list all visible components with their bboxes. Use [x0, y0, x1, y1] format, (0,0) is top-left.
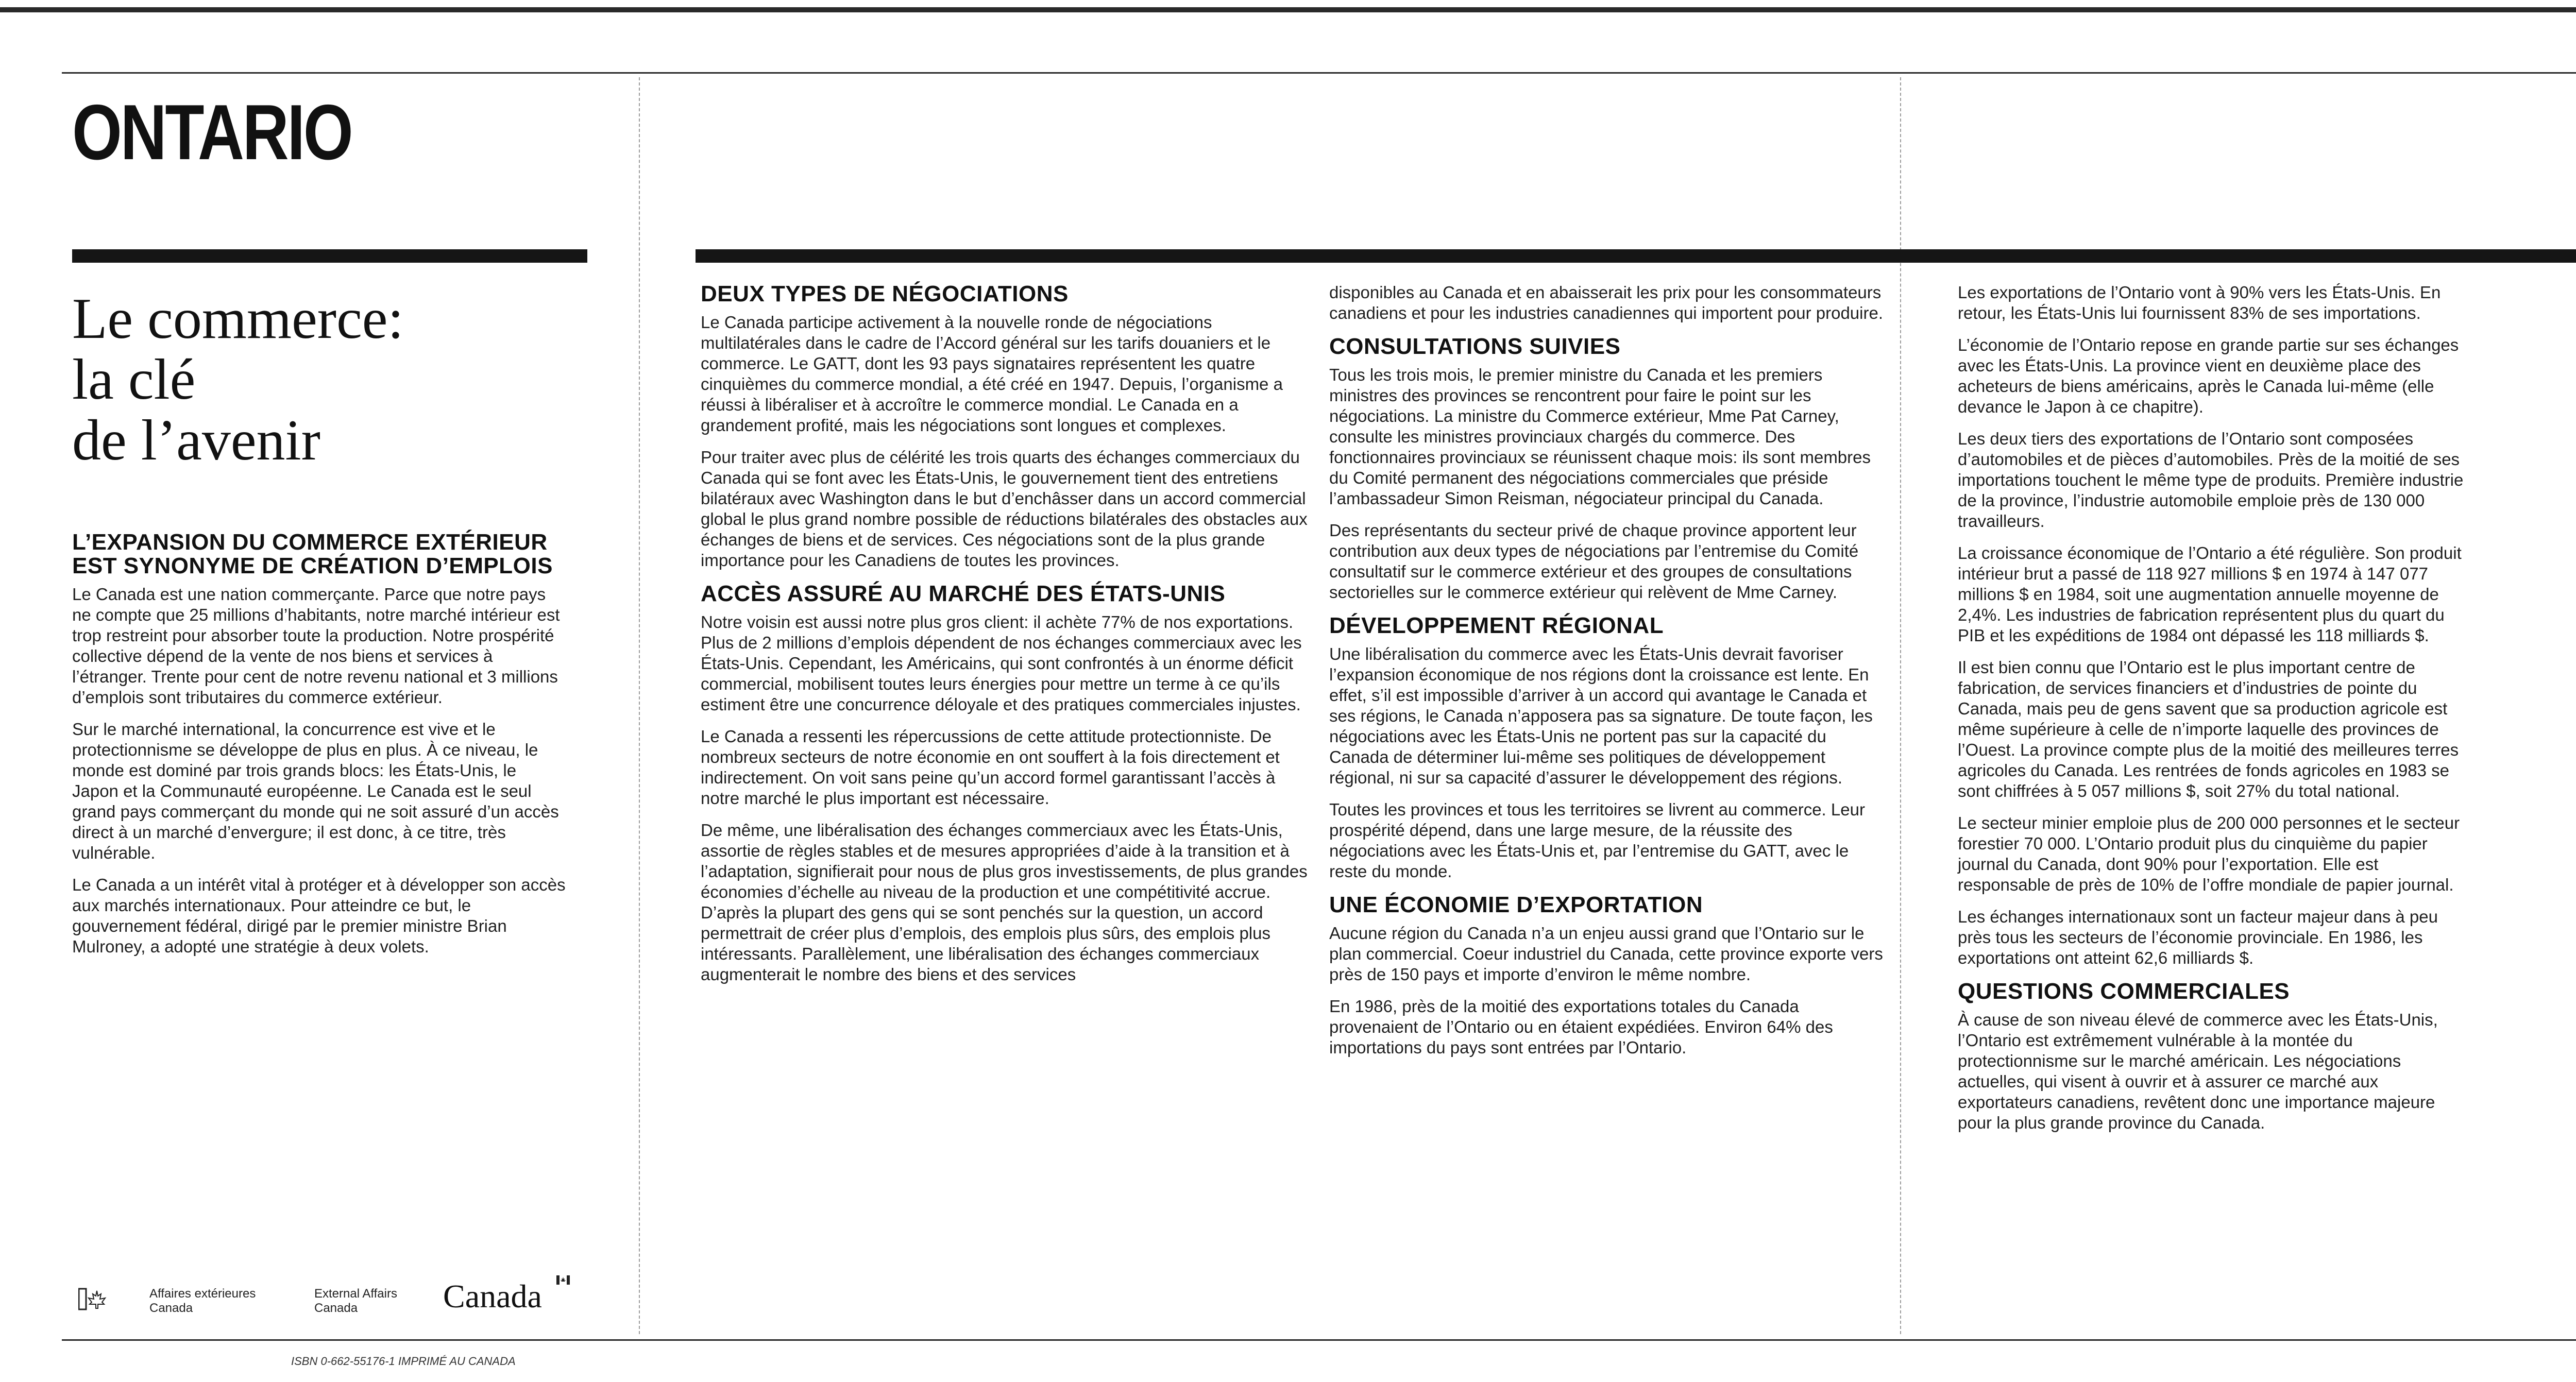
paragraph: Aucune région du Canada n’a un enjeu aussi grand que l’Ontario sur le plan commercial. Coeur industriel du Canada, cette province exporte vers près de 150 pays et importe d’environ le même nombre. — [1329, 924, 1883, 984]
header-rule — [62, 72, 2576, 74]
department-line: Canada — [314, 1301, 358, 1315]
hero-title — [72, 288, 587, 471]
department-name-fr — [149, 1287, 256, 1316]
paragraph: Le Canada a ressenti les répercussions de cette attitude protectionniste. De nombreux secteurs de notre économie en ont souffert à la fois directement et indirectement. On voit sans peine qu’un accord formel garantissant l’accès à notre marché le plus important est nécessaire. — [701, 727, 1280, 808]
section-heading: ACCÈS ASSURÉ AU MARCHÉ DES ÉTATS-UNIS — [701, 581, 1226, 606]
paragraph: Tous les trois mois, le premier ministre du Canada et les premiers ministres des provinces se rencontrent pour faire le point sur les négociations. La ministre du Commerce extérieur, Mme Pat Carney, consulte les ministres provinciaux chargés du commerce. Des fonctionnaires provinciaux se réunissent chaque mois: ils sont membres du Comité permanent des négociations commerciales que préside l’ambassadeur Simon Reisman, négociateur principal du Canada. — [1329, 365, 1871, 508]
department-line: Affaires extérieures — [149, 1287, 256, 1301]
paragraph: Le Canada participe activement à la nouvelle ronde de négociations multilatérales dans le cadre de l’Accord général sur les tarifs douaniers et le commerce. Le GATT, dont les 93 pays signataires représentent les quatre cinquièmes du commerce mondial, a été créé en 1947. Depuis, l’organisme a réussi à libéraliser et à accroître le commerce mondial. Le Canada en a grandement profité, mais les négociations sont longues et complexes. — [701, 313, 1283, 435]
paragraph: Les échanges internationaux sont un facteur majeur dans à peu près tous les secteurs de l’économie provinciale. En 1986, les exportations ont atteint 62,6 milliards $. — [1958, 907, 2438, 967]
paragraph: À cause de son niveau élevé de commerce avec les États-Unis, l’Ontario est extrêmement vulnérable à la montée du protectionnisme sur le marché américain. Les négociations actuelles, qui visent à ouvrir et à assurer ce marché aux exportateurs canadiens, revêtent donc une importance majeure pour la plus grande province du Canada. — [1958, 1010, 2438, 1132]
paragraph: Notre voisin est aussi notre plus gros client: il achète 77% de nos exportations. Plus de 2 millions d’emplois dépendent de nos échanges commerciaux avec les États-Unis. Cependant, les Américains, qui sont confrontés à un énorme déficit commercial, mobilisent toutes leurs énergies pour mettre un terme à ce qu’ils estiment être une concurrence déloyale et des pratiques commerciales injustes. — [701, 612, 1302, 714]
paragraph: Le secteur minier emploie plus de 200 000 personnes et le secteur forestier 70 000. L’Ontario produit plus du cinquième du papier journal du Canada, dont 90% pour l’exportation. Elle est responsable de près de 10% de l’offre mondiale de papier journal. — [1958, 813, 2460, 894]
paragraph: En 1986, près de la moitié des exportations totales du Canada provenaient de l’Ontario ou en étaient expédiées. Environ 64% des importations du pays sont entrées par l’Ontario. — [1329, 997, 1833, 1057]
paragraph: Les deux tiers des exportations de l’Ontario sont composées d’automobiles et de pièces d’automobiles. Près de la moitié de ses importations touchent le même type de produits. Première industrie de la province, l’industrie automobile emploie près de 130 000 travailleurs. — [1958, 429, 2464, 531]
column-consultations — [1329, 282, 1886, 1069]
hero-line: de l’avenir — [72, 408, 320, 472]
paragraph: Le Canada est une nation commerçante. Parce que notre pays ne compte que 25 millions d’habitants, notre marché intérieur est trop restreint pour absorber toute la production. Notre prospérité collective dépend de la vente de nos biens et services à l’étranger. Trente pour cent de notre revenu national et 3 millions d’emplois sont tributaires du commerce extérieur. — [72, 585, 560, 707]
paragraph: Une libéralisation du commerce avec les États-Unis devrait favoriser l’expansion économique de nos régions dont la croissance est lente. En effet, s’il est impossible d’arriver à un accord qui avantage le Canada et ses régions, le Canada n’apposera pas sa signature. De toute façon, les négociations avec les États-Unis ne portent pas sur la capacité du Canada de déterminer lui-même ses politiques de développement régional, ni sur sa capacité d’assurer le développement des régions. — [1329, 644, 1873, 787]
canada-flag-icon — [78, 1287, 109, 1311]
paragraph: De même, une libéralisation des échanges commerciaux avec les États-Unis, assortie de règles stables et de mesures appropriées d’aide à la transition et à l’adaptation, signifierait pour nous de plus gros investissements, de plus grandes économies d’échelle au niveau de la production et une compétitivité accrue. D’après la plupart des gens qui se sont penchés sur la question, un accord permettrait de créer plus d’emplois, des emplois plus sûrs, des emplois plus intéressants. Parallèlement, une libéralisation des échanges commerciaux augmenterait le nombre des biens et des services — [701, 821, 1308, 984]
bottom-rule — [62, 1339, 2576, 1341]
paragraph: Des représentants du secteur privé de chaque province apportent leur contribution aux deux types de négociations par l’entremise du Comité consultatif sur le commerce extérieur et des groupes de consultations sectorielles sur le commerce extérieur qui relèvent de Mme Carney. — [1329, 521, 1859, 602]
section-rule — [696, 249, 2576, 263]
paragraph: Sur le marché international, la concurrence est vive et le protectionnisme se développe de plus en plus. À ce niveau, le monde est dominé par trois grands blocs: les États-Unis, le Japon et la Communauté européenne. Le Canada est le seul grand pays commerçant du monde qui ne soit assuré d’un accès direct à un marché d’envergure; il est donc, à ce titre, très vulnérable. — [72, 720, 559, 862]
paragraph: Il est bien connu que l’Ontario est le plus important centre de fabrication, de services financiers et d’industries de pointe du Canada, mais peu de gens savent que sa production agricole est même supérieure à celle de n’importe laquelle des provinces de l’Ouest. La province compte plus de la moitié des meilleures terres agricoles du Canada. Les rentrées de fonds agricoles en 1983 se sont chiffrées à 5 057 millions $, soit 27% du total national. — [1958, 658, 2459, 800]
top-rule — [0, 7, 2576, 12]
department-line: Canada — [149, 1301, 193, 1315]
section-heading: L’EXPANSION DU COMMERCE EXTÉRIEUR EST SYNONYME DE CRÉATION D’EMPLOIS — [72, 530, 553, 578]
wordmark-flag-icon — [556, 1275, 570, 1285]
column-negotiations — [701, 282, 1309, 996]
paragraph: Le Canada a un intérêt vital à protéger et à développer son accès aux marchés internationaux. Pour atteindre ce but, le gouvernement fédéral, dirigé par le premier ministre Brian Mulroney, a adopté une stratégie à deux volets. — [72, 875, 566, 956]
isbn-line: ISBN 0-662-55176-1 IMPRIMÉ AU CANADA — [291, 1355, 516, 1368]
section-heading: CONSULTATIONS SUIVIES — [1329, 334, 1621, 359]
government-footer — [72, 1272, 639, 1319]
section-heading: UNE ÉCONOMIE D’EXPORTATION — [1329, 892, 1703, 917]
fold-line — [1900, 77, 1902, 1334]
section-heading: QUESTIONS COMMERCIALES — [1958, 979, 2290, 1004]
hero-line: la clé — [72, 348, 196, 412]
section-rule — [72, 249, 587, 263]
hero-line: Le commerce: — [72, 287, 404, 351]
paragraph: Les exportations de l’Ontario vont à 90% vers les États-Unis. En retour, les États-Unis lui fournissent 83% de ses importations. — [1958, 283, 2441, 322]
section-heading: DÉVELOPPEMENT RÉGIONAL — [1329, 613, 1664, 638]
fold-line — [639, 77, 641, 1334]
paragraph: L’économie de l’Ontario repose en grande partie sur ses échanges avec les États-Unis. La province vient en deuxième place des acheteurs de biens américains, après le Canada lui-même (elle devance le Japon à ce chapitre). — [1958, 335, 2459, 416]
paragraph: La croissance économique de l’Ontario a été régulière. Son produit intérieur brut a passé de 118 927 millions $ en 1974 à 147 077 millions $ en 1984, soit une augmentation annuelle moyenne de 2,4%. Les industries de fabrication représentent plus du quart du PIB et les expéditions de 1984 ont dépassé les 118 milliards $. — [1958, 543, 2462, 645]
department-line: External Affairs — [314, 1287, 397, 1301]
column-ontario-economy — [1958, 282, 2473, 1145]
section-heading: DEUX TYPES DE NÉGOCIATIONS — [701, 281, 1069, 306]
paragraph: Pour traiter avec plus de célérité les trois quarts des échanges commerciaux du Canada qui se font avec les États-Unis, le gouvernement tient des entretiens bilatéraux avec Washington dans le but d’enchâsser dans un accord commercial global le plus grand nombre possible de réductions bilatérales des obstacles aux échanges de biens et de services. Ces négociations sont de la plus grande importance pour les Canadiens de toutes les provinces. — [701, 448, 1308, 570]
department-name-en — [314, 1287, 397, 1316]
paragraph: Toutes les provinces et tous les territoires se livrent au commerce. Leur prospérité dépend, dans une large mesure, de la réussite des négociations avec les États-Unis et, par l’entremise du GATT, avec le reste du monde. — [1329, 800, 1865, 881]
canada-wordmark: Canada — [443, 1278, 542, 1315]
column-intro — [72, 531, 567, 968]
paragraph: disponibles au Canada et en abaisserait les prix pour les consommateurs canadiens et pour les industries canadiennes qui importent pour produire. — [1329, 283, 1883, 322]
brand-title: ONTARIO — [72, 89, 352, 176]
